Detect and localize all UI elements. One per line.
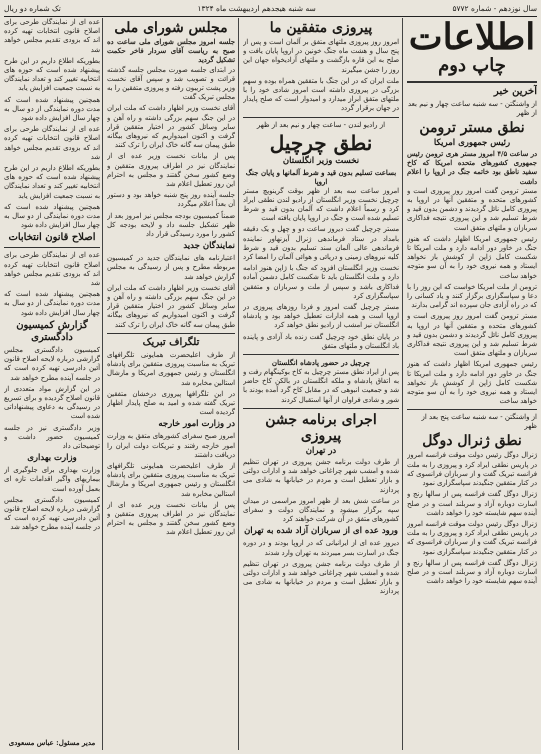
- article-election-law: [4, 251, 100, 317]
- paragraph: پس از بیانات نخست وزیر عده ای از نمایندگان نیز در اطراف پیروزی متفقین و وضع کشور سخن گفتند و مجلس به احترام این روز تعطیل اعلام شد: [107, 500, 235, 537]
- paragraph: ژنرال دوگل رئیس دولت موقت فرانسه امروز در پاریس نطقی ایراد کرد و پیروزی را به ملت فرانسه تبریک گفت و از سربازان فرانسوی که در کنار متفقین جنگیدند سپاسگزاری نمود: [407, 451, 537, 488]
- paragraph: رئیس جمهوری امریکا اظهار داشت که هنوز جنگ در خاور دور ادامه دارد و ملت امریکا تا شکست کامل ژاپن از کوشش باز نخواهد ایستاد و همه نیروی خود را به آن سو متوجه خواهد ساخت: [407, 234, 537, 280]
- paragraph: در پایان نطق خود چرچیل گفت زنده باد آزادی و پاینده باد انگلستان و ملتهای متفق: [243, 332, 399, 350]
- lead-parliament: جلسه امروز مجلس شورای ملی ساعت ده صبح به ریاست آقای سردار فاخر حکمت تشکیل گردید: [107, 38, 235, 65]
- issue-date: سه شنبه هیجدهم اردیبهشت ماه ۱۳۲۴: [197, 4, 316, 13]
- article-new-deputies: [107, 254, 235, 330]
- paragraph: همچنین پیشنهاد شده است که مدت دوره نمایندگی از دو سال به چهار سال افزایش داده شود: [4, 290, 100, 317]
- paragraph: وزارت بهداری برای جلوگیری از بیماریهای واگیر اقدامات تازه ای بعمل آورده است: [4, 466, 100, 493]
- headline-truman: نطق مستر ترومن: [419, 120, 525, 136]
- column-4: [4, 18, 100, 750]
- paragraph: پس از ایراد نطق مستر چرچیل به کاخ بوکینگهام رفت و به اتفاق پادشاه و ملکه انگلستان در بالکن کاخ حاضر شد و جمعیت انبوهی که در مقابل کاخ گرد آمده بودند با شور و شادی فراوان از آنها استقبال کردند: [243, 368, 399, 404]
- headline-degaulle: نطق ژنرال دوگل: [422, 433, 522, 450]
- article-victory: [243, 38, 399, 114]
- paragraph: امروز ساعت سه بعد از ظهر بوقت گرینویچ مستر چرچیل نخست وزیر انگلستان از رادیو لندن نطقی ایراد کرد و رسماً اعلام داشت که آلمان بدون قید و شرط تسلیم شده است و جنگ در اروپا پایان یافته است: [243, 186, 399, 223]
- paragraph: نخست وزیر انگلستان افزود که جنگ با ژاپن هنوز ادامه دارد و ملت انگلستان باید تا شکست کامل دشمن آماده فداکاری باشد و سپس از ملت و سربازان و متفقین سپاسگزاری کرد: [243, 264, 399, 300]
- edition-label: چاپ دوم: [438, 55, 506, 76]
- article-prisoners: [243, 539, 399, 596]
- paragraph: امروز صبح سفرای کشورهای متفق به وزارت امور خارجه رفتند و تبریکات دولت ایران را دریافت داشتند: [107, 432, 235, 459]
- paragraph: از طرف دولت برنامه جشن پیروزی در تهران تنظیم شده و امشب شهر چراغانی خواهد شد و ادارات دولتی و بازار تعطیل است و مردم در خیابانها به شادی می پردازند: [243, 457, 399, 494]
- paragraph: از طرف دولت برنامه جشن پیروزی در تهران تنظیم شده و امشب شهر چراغانی خواهد شد و ادارات دولتی و بازار تعطیل است و مردم در خیابانها به شادی می پردازند: [243, 559, 399, 596]
- article-health: [4, 466, 100, 532]
- article-degaulle: [407, 451, 537, 586]
- column-1: [407, 18, 537, 750]
- paragraph: دیروز عده ای از ایرانیانی که در اروپا بودند و در دوره جنگ در اسارت بسر میبردند به تهران وارد شدند: [243, 539, 399, 557]
- paragraph: از طرف اعلیحضرت همایونی تلگرافهای تبریک به مناسبت پیروزی متفقین برای پادشاه انگلستان و رئیس جمهوری امریکا و مارشال استالین مخابره شد: [107, 350, 235, 387]
- column-3: [107, 18, 235, 750]
- paragraph: کمیسیون دادگستری مجلس گزارشی درباره لایحه اصلاح قانون آئین دادرسی تهیه کرده است که در جلسه آینده مطرح خواهد شد: [4, 345, 100, 382]
- article-palace: [243, 368, 399, 405]
- paragraph: همچنین پیشنهاد شده است که مدت دوره نمایندگی از دو سال به چهار سال افزایش داده شود: [4, 202, 100, 230]
- column-2: [243, 18, 399, 750]
- column-rule: [238, 18, 239, 750]
- headline-victory: پیروزی متفقین ما: [269, 20, 373, 36]
- article-churchill: [243, 187, 399, 351]
- article-celebration: [243, 458, 399, 524]
- kicker-foreign-ministry: در وزارت امور خارجه: [158, 419, 235, 430]
- article-truman: [407, 187, 537, 407]
- paragraph: در ساعت شش بعد از ظهر امروز مراسمی در میدان سپه برگزار میشود و نمایندگان دولت و سفرای کشورهای متفق در آن شرکت خواهند کرد: [243, 496, 399, 524]
- paragraph: مستر ترومن گفت امروز روز پیروزی است و کشورهای متحده و متفقین آنها در اروپا به پیروزی کامل نائل گردیدند و دشمن بدون قید و شرط تسلیم شد و این پیروزی نتیجه فداکاری سربازان و ملتهای متفق است: [407, 186, 537, 232]
- paragraph: در این گزارش مواد متعددی از قانون اصلاح گردیده و برای تسریع در رسیدگی به دعاوی پیشنهاداتی شده است: [4, 384, 100, 421]
- article-foreign-ministry: [107, 432, 235, 537]
- paragraph: عده ای از نمایندگان طرحی برای اصلاح قانون انتخابات تهیه کرده اند که بزودی تقدیم مجلس خواهد شد: [4, 18, 100, 54]
- article-justice: [4, 346, 100, 451]
- column-rule: [402, 18, 403, 750]
- headline-churchill: نطق چرچیل: [269, 130, 373, 155]
- kicker-palace: چرچیل در حضور پادشاه انگلستان: [271, 358, 371, 368]
- paragraph: عده ای از نمایندگان طرحی برای اصلاح قانون انتخابات تهیه کرده اند که بزودی تقدیم مجلس خواهد شد: [4, 125, 100, 161]
- issue-price: تک شماره دو ریال: [4, 4, 61, 13]
- headline-parliament: مجلس شورای ملی: [114, 20, 228, 36]
- lead-churchill: بساعت تسلیم بدون قید و شرط آلمانها و پایان جنگ اروپا: [245, 167, 397, 186]
- footer-editor: مدیر مسئول: عباس مسعودی: [8, 738, 96, 747]
- article-telegram: [107, 351, 235, 417]
- kicker-health: وزارت بهداری: [27, 453, 77, 464]
- subhead-churchill: نخست وزیر انگلستان: [282, 155, 360, 166]
- paragraph: آقای نخست وزیر اظهار داشت که ملت ایران در این جنگ سهم بزرگی داشته و راه آهن و سایر وسائل کشور در اختیار متفقین قرار گرفت و اکنون امیدواریم که نیروهای بیگانه طبق پیمان سه گانه خاک ایران را ترک کنند: [107, 283, 235, 329]
- dateline-london: از رادیو لندن - ساعت چهار و نیم بعد از ظهر: [256, 120, 386, 129]
- kicker-prisoners: ورود عده ای از سربازان آزاد شده به تهران: [244, 526, 398, 537]
- headline-election-law: اصلاح قانون انتخابات: [8, 232, 96, 244]
- paragraph: مستر چرچیل گفت امروز و فردا روزهای پیروزی در اروپا است و همه ادارات تعطیل خواهد بود و پادشاه انگلستان نیز امشب از رادیو نطق خواهد کرد: [243, 303, 399, 330]
- paragraph: ضمناً کمیسیون بودجه مجلس نیز امروز بعد از ظهر تشکیل جلسه داد و لایحه بودجه کل کشور را مورد رسیدگی قرار داد: [107, 211, 235, 239]
- paragraph: جلسه آینده روز پنج شنبه خواهد بود و دستور آن بعداً اعلام میگردد: [107, 191, 235, 209]
- section-label: آخرین خبر: [493, 86, 537, 97]
- masthead: [407, 18, 537, 78]
- paragraph: پس از بیانات نخست وزیر عده ای از نمایندگان نیز در اطراف پیروزی متفقین و وضع کشور سخن گفتند و مجلس به احترام این روز تعطیل اعلام شد: [107, 152, 235, 189]
- dateline-bar: [4, 2, 537, 17]
- dateline-washington-2: از واشنگتن - سه شنبه ساعت پنج بعد از ظهر: [421, 413, 537, 431]
- article-parliament: [107, 66, 235, 240]
- paragraph: رئیس جمهوری امریکا اظهار داشت که هنوز جنگ در خاور دور ادامه دارد و ملت امریکا تا شکست کامل ژاپن از کوشش باز نخواهد ایستاد و همه نیروی خود را به آن سو متوجه خواهد ساخت: [407, 360, 537, 406]
- headline-telegram: تلگراف تبریک: [142, 336, 200, 348]
- paragraph: در ابتدای جلسه صورت مجلس جلسه گذشته قرائت و تصویب شد و سپس آقای نخست وزیر پشت تریبون رفته و پیروزی متفقین را به مجلس تبریک گفت: [107, 65, 235, 102]
- headline-justice: گزارش کمیسیون دادگستری: [16, 319, 88, 343]
- headline-celebration: اجرای برنامه جشن پیروزی: [265, 411, 377, 444]
- paragraph: همچنین پیشنهاد شده است که مدت دوره نمایندگی از دو سال به چهار سال افزایش داده شود: [4, 95, 100, 123]
- paragraph: ملت ایران که در این جنگ با متفقین همراه بوده و سهم بزرگی در پیروزی داشته است امروز شادی خود را با ملتهای متفق ابراز میدارد و امیدوار است که صلح پایدار در جهان برقرار گردد: [243, 76, 399, 113]
- lead-truman: در ساعت ۴/۵ امروز مستر هری ترومن رئیس جمهوری کشورهای متحده امریکا که کاخ سفید ناطق بود خاتمه جنگ در اروپا را اعلام داشت: [407, 150, 537, 186]
- paragraph: مستر چرچیل گفت دیروز ساعت دو و چهل و یک دقیقه بامداد در ستاد فرماندهی ژنرال آیزنهاور نماینده فرماندهی عالی آلمان سند تسلیم بدون قید و شرط کلیه نیروهای زمینی و دریائی و هوائی آلمان را امضا کرد: [243, 225, 399, 262]
- subhead-celebration: در تهران: [305, 445, 337, 456]
- paragraph: وزیر دادگستری نیز در جلسه کمیسیون حضور داشت و توضیحاتی داد: [4, 423, 100, 450]
- paragraph: ژنرال دوگل گفت فرانسه پس از سالها رنج و اسارت دوباره آزاد و سربلند است و در صلح آینده سهم شایسته خود را خواهد داشت: [407, 558, 537, 586]
- paragraph: ژنرال دوگل رئیس دولت موقت فرانسه امروز در پاریس نطقی ایراد کرد و پیروزی را به ملت فرانسه تبریک گفت و از سربازان فرانسوی که در کنار متفقین جنگیدند سپاسگزاری نمود: [407, 519, 537, 556]
- paragraph: کمیسیون دادگستری مجلس گزارشی درباره لایحه اصلاح قانون آئین دادرسی تهیه کرده است که در جلسه آینده مطرح خواهد شد: [4, 495, 100, 532]
- paragraph: آقای نخست وزیر اظهار داشت که ملت ایران در این جنگ سهم بزرگی داشته و راه آهن و سایر وسائل کشور در اختیار متفقین قرار گرفت و اکنون امیدواریم که نیروهای بیگانه طبق پیمان سه گانه خاک ایران را ترک کنند: [107, 104, 235, 150]
- paragraph: مستر ترومن گفت امروز روز پیروزی است و کشورهای متحده و متفقین آنها در اروپا به پیروزی کامل نائل گردیدند و دشمن بدون قید و شرط تسلیم شد و این پیروزی نتیجه فداکاری سربازان و ملتهای متفق است: [407, 312, 537, 358]
- paragraph: در این تلگرافها پیروزی درخشان متفقین تبریک گفته شده و امید به صلح پایدار اظهار گردیده است: [107, 389, 235, 417]
- paragraph: ژنرال دوگل گفت فرانسه پس از سالها رنج و اسارت دوباره آزاد و سربلند است و در صلح آینده سهم شایسته خود را خواهد داشت: [407, 490, 537, 517]
- paragraph: امروز روز پیروزی ملتهای متفق بر آلمان است و پس از پنج سال و هشت ماه جنگ خونین در اروپا پایان یافت و صلح به این قاره بازگشت و ملتهای آزادیخواه جهان این روز را جشن میگیرند: [243, 38, 399, 74]
- column-rule: [102, 18, 103, 750]
- newspaper-name: اطلاعات: [408, 18, 536, 58]
- paragraph: ترومن از ملت امریکا خواست که این روز را با دعا و سپاسگزاری برگزار کنند و یاد کسانی را که در راه آزادی جان سپرده اند گرامی بدارند: [407, 282, 537, 310]
- kicker-new-deputies: نمایندگان جدید: [183, 241, 235, 252]
- subhead-truman: رئیس جمهوری امریکا: [433, 138, 511, 148]
- paragraph: اعتبارنامه های نمایندگان جدید در کمیسیون مربوطه مطرح و پس از رسیدگی به مجلس گزارش خواهد شد: [107, 254, 235, 281]
- article-continued: [4, 18, 100, 230]
- dateline-washington: از واشنگتن - سه شنبه ساعت چهار و نیم بعد از ظهر: [407, 100, 537, 117]
- paragraph: از طرف اعلیحضرت همایونی تلگرافهای تبریک به مناسبت پیروزی متفقین برای پادشاه انگلستان و رئیس جمهوری امریکا و مارشال استالین مخابره شد: [107, 461, 235, 498]
- paragraph: عده ای از نمایندگان طرحی برای اصلاح قانون انتخابات تهیه کرده اند که بزودی تقدیم مجلس خواهد شد: [4, 251, 100, 288]
- issue-number: سال نوزدهم - شماره ۵۷۷۲: [452, 4, 537, 13]
- paragraph: بطوریکه اطلاع داریم در این طرح پیشنهاد شده است که حوزه های انتخابیه تغییر کند و تعداد نمایندگان به نسبت جمعیت افزایش یابد: [4, 164, 100, 200]
- paragraph: بطوریکه اطلاع داریم در این طرح پیشنهاد شده است که حوزه های انتخابیه تغییر کند و تعداد نمایندگان به نسبت جمعیت افزایش یابد: [4, 56, 100, 93]
